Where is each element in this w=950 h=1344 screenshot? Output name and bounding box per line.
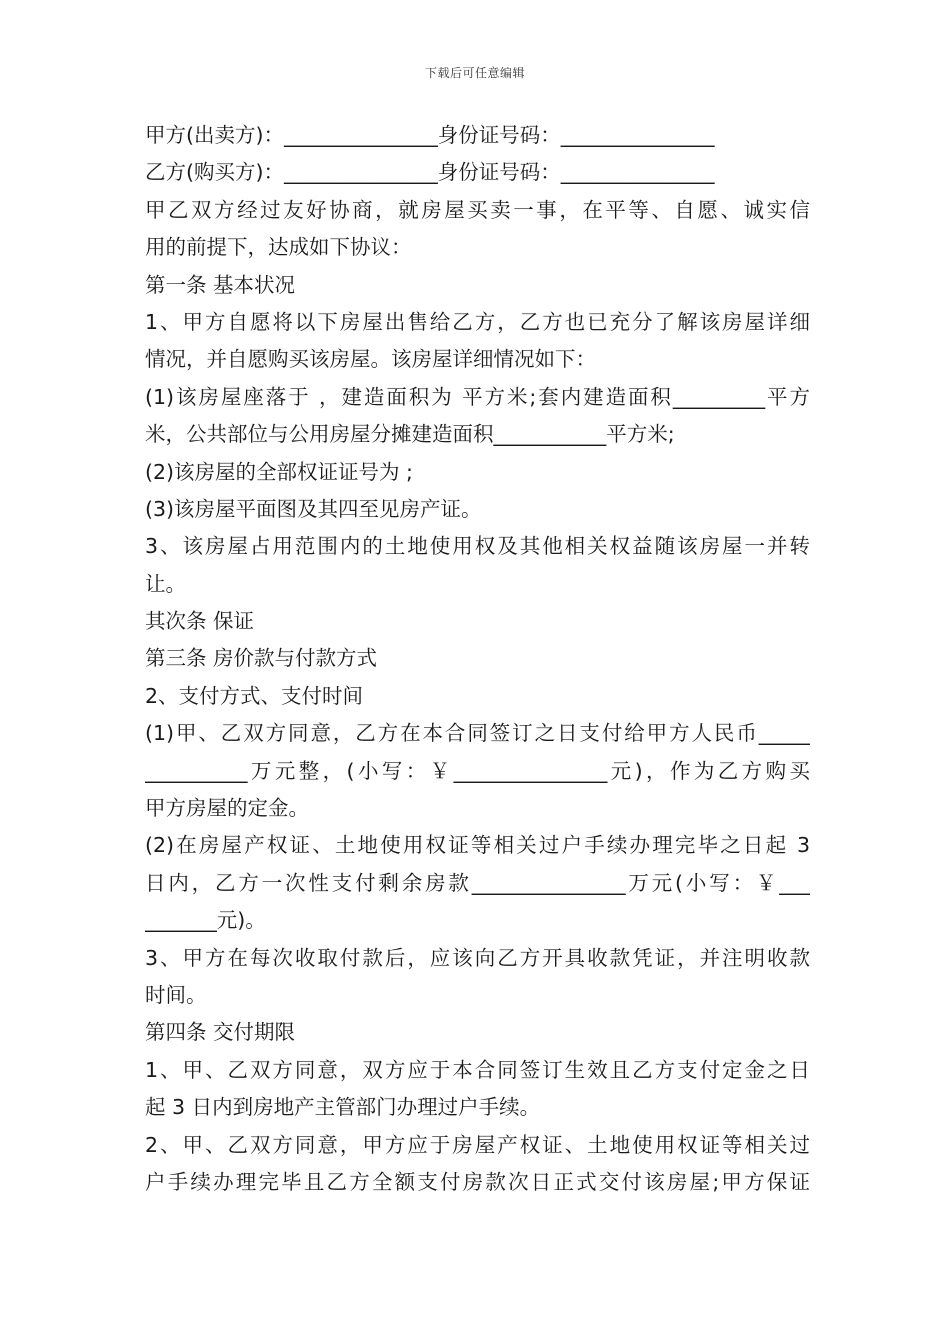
paragraph-line: 让。: [145, 571, 186, 596]
paragraph-line: 1、甲、乙双方同意，双方应于本合同签订生效且乙方支付定金之日: [145, 1057, 810, 1082]
paragraph-line: _______元)。: [145, 908, 266, 933]
party-b-line: 乙方(购买方)：_______________身份证号码：_______________: [145, 160, 715, 185]
paragraph-line: (1)该房屋座落于 ，建造面积为 平方米;套内建造面积_________平方: [145, 384, 810, 409]
paragraph-line: 用的前提下，达成如下协议：: [145, 235, 412, 260]
paragraph-line: (1)甲、乙双方同意，乙方在本合同签订之日支付给甲方人民币_____: [145, 721, 810, 746]
paragraph-line: 3、甲方在每次收取付款后，应该向乙方开具收款凭证，并注明收款: [145, 945, 810, 970]
paragraph-line: (2)该房屋的全部权证证号为 ;: [145, 459, 413, 484]
article-heading: 其次条 保证: [145, 609, 255, 634]
paragraph-line: 甲乙双方经过友好协商，就房屋买卖一事，在平等、自愿、诚实信: [145, 197, 810, 222]
document-body: [145, 117, 810, 1201]
paragraph-line: 2、甲、乙双方同意，甲方应于房屋产权证、土地使用权证等相关过: [145, 1132, 810, 1157]
article-heading: 第三条 房价款与付款方式: [145, 646, 378, 671]
party-a-line: 甲方(出卖方)：_______________身份证号码：_______________: [145, 123, 715, 147]
paragraph-line: 米，公共部位与公用房屋分摊建造面积___________平方米;: [145, 422, 675, 447]
paragraph-line: __________万元整，(小写：￥_______________元)，作为乙方购买: [145, 758, 810, 783]
paragraph-line: 2、支付方式、支付时间: [145, 683, 364, 708]
paragraph-line: 情况，并自愿购买该房屋。该房屋详细情况如下：: [145, 347, 596, 372]
paragraph-line: 1、甲方自愿将以下房屋出售给乙方，乙方也已充分了解该房屋详细: [145, 309, 810, 334]
paragraph-line: 日内，乙方一次性支付剩余房款_______________万元(小写：￥___: [145, 870, 810, 895]
paragraph-line: 户手续办理完毕且乙方全额支付房款次日正式交付该房屋;甲方保证: [145, 1169, 810, 1194]
article-heading: 第四条 交付期限: [145, 1020, 296, 1045]
paragraph-line: 甲方房屋的定金。: [145, 796, 309, 821]
article-heading: 第一条 基本状况: [145, 272, 296, 297]
paragraph-line: (3)该房屋平面图及其四至见房产证。: [145, 496, 482, 521]
paragraph-line: 起 3 日内到房地产主管部门办理过户手续。: [145, 1095, 541, 1120]
paragraph-line: 时间。: [145, 982, 207, 1007]
paragraph-line: 3、该房屋占用范围内的土地使用权及其他相关权益随该房屋一并转: [145, 534, 810, 559]
paragraph-line: (2)在房屋产权证、土地使用权证等相关过户手续办理完毕之日起 3: [145, 833, 810, 858]
page-header: 下载后可任意编辑: [424, 66, 525, 80]
